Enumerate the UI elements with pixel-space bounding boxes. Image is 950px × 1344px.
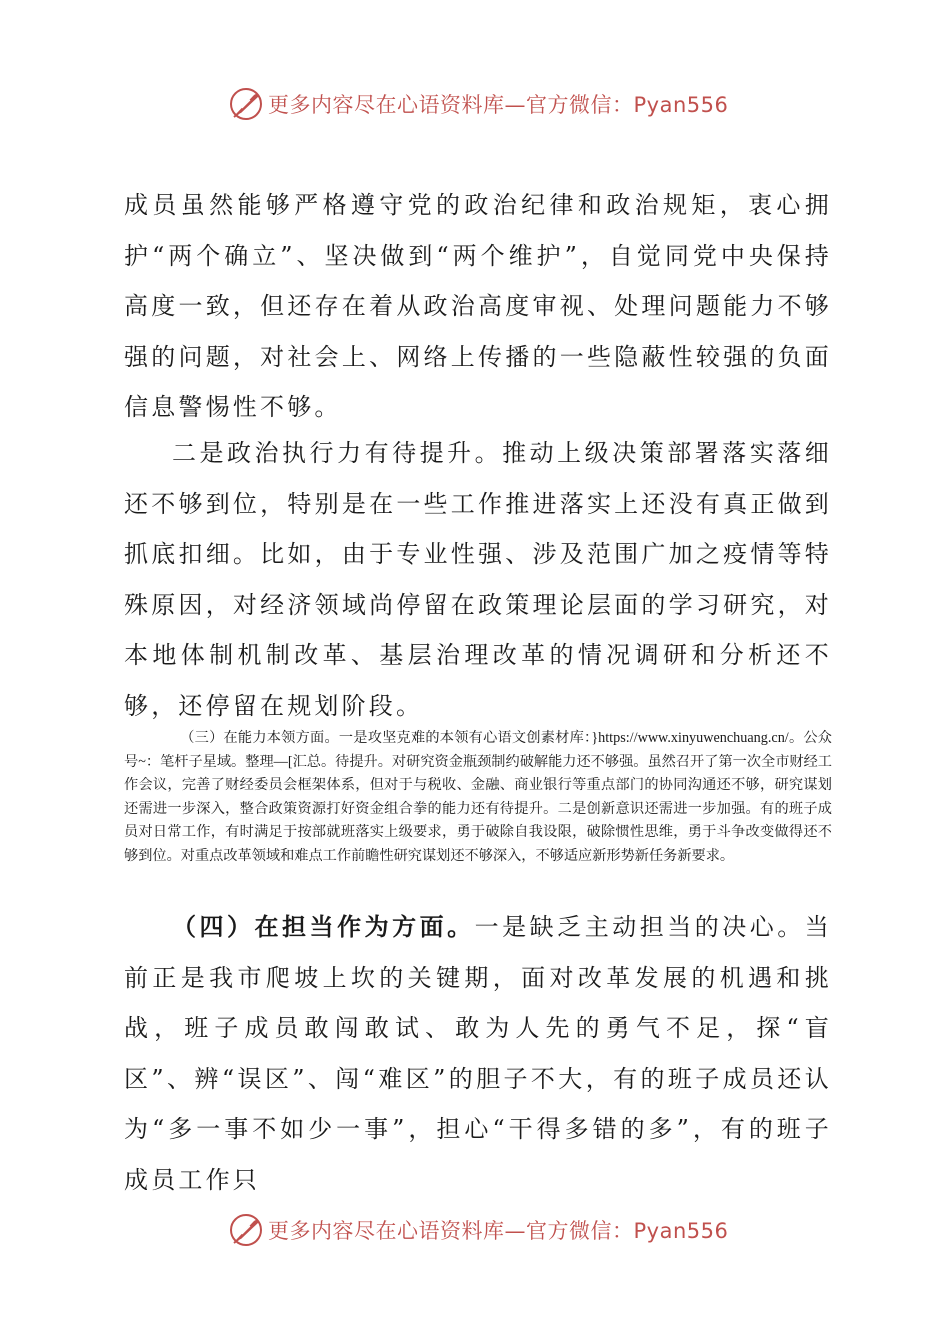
header-watermark-banner xyxy=(228,84,728,124)
paragraph-3-small xyxy=(124,727,832,869)
section-heading: （四）在担当作为方面。 xyxy=(172,912,475,941)
feather-pen-icon xyxy=(228,86,264,122)
paragraph-4-body: 一是缺乏主动担当的决心。当前正是我市爬坡上坎的关键期，面对改革发展的机遇和挑战，班子成员敢闯敢试、敢为人先的勇气不足，探“盲区”、辨“误区”、闯“难区”的胆子不大，有的班子成员还认为“多一事不如少一事”，担心“干得多错的多”，有的班子成员工作只 xyxy=(124,913,832,1194)
banner-text: 更多内容尽在心语资料库—官方微信：Pyan556 xyxy=(268,93,729,117)
paragraph-3-text: （三）在能力本领方面。一是攻坚克难的本领有心语文创素材库：}https://www.xinyuwenchuang.cn/。公众号~：笔杆子星域。整理—[汇总。待提升。对研究资金瓶颈制约破解能力还不够强。虽然召开了第一次全市财经工作会议，完善了财经委员会框架体系，但对于与税收、金融、商业银行等重点部门的协同沟通还不够，研究谋划还需进一步深入，整合政策资源打好资金组合拳的能力还有待提升。二是创新意识还需进一步加强。有的班子成员对日常工作，有时满足于按部就班落实上级要求，勇于破除自我设限，破除惯性思维，勇于斗争改变做得还不够到位。对重点改革领域和难点工作前瞻性研究谋划还不够深入，不够适应新形势新任务新要求。 xyxy=(124,730,832,864)
paragraph-1: 成员虽然能够严格遵守党的政治纪律和政治规矩，衷心拥护“两个确立”、坚决做到“两个维护”，自觉同党中央保持高度一致，但还存在着从政治高度审视、处理问题能力不够强的问题，对社会上、网络上传播的一些隐蔽性较强的负面信息警惕性不够。 xyxy=(124,191,832,421)
paragraph-4 xyxy=(124,902,832,1205)
footer-watermark-banner xyxy=(228,1210,728,1250)
paragraph-2: 二是政治执行力有待提升。推动上级决策部署落实落细还不够到位，特别是在一些工作推进落实上还没有真正做到抓底扣细。比如，由于专业性强、涉及范围广加之疫情等特殊原因，对经济领域尚停留在政策理论层面的学习研究，对本地体制机制改革、基层治理改革的情况调研和分析还不够，还停留在规划阶段。 xyxy=(124,439,832,720)
feather-pen-icon xyxy=(228,1212,264,1248)
banner-text: 更多内容尽在心语资料库—官方微信：Pyan556 xyxy=(268,1219,729,1243)
